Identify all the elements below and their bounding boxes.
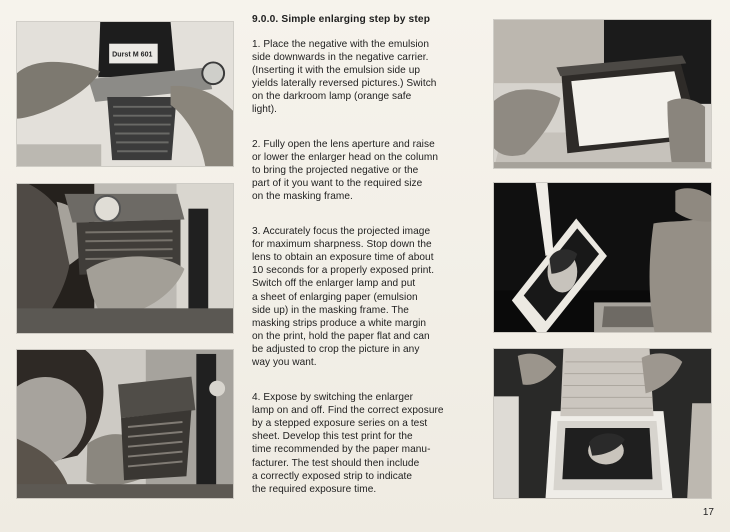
step-line: side up) in the masking frame. The: [252, 304, 409, 316]
step-3: [252, 225, 480, 369]
step-line: 3. Accurately focus the projected image: [252, 226, 431, 238]
photo-inserting-negative-carrier-image: [17, 22, 233, 166]
step-line: Switch off the enlarger lamp and put: [252, 278, 416, 290]
step-line: side downwards in the negative carrier.: [252, 52, 429, 64]
photo-masking-frame: [493, 19, 712, 169]
step-line: (Inserting it with the emulsion side up: [252, 65, 421, 77]
step-line: or lower the enlarger head on the column: [252, 151, 439, 163]
photo-developing-test-print-image: [494, 349, 711, 498]
step-line: a sheet of enlarging paper (emulsion: [252, 291, 418, 303]
photo-placing-enlarging-paper-image: [494, 183, 711, 332]
step-line: for maximum sharpness. Stop down the: [252, 239, 432, 251]
step-line: part of it you want to the required size: [252, 177, 423, 189]
step-line: on the masking frame.: [252, 190, 353, 202]
step-line: the required exposure time.: [252, 483, 377, 495]
photo-exposing-test-print: [16, 349, 234, 499]
page-number: 17: [702, 507, 714, 518]
photo-exposing-test-print-image: [17, 350, 233, 498]
instructions-column: [252, 14, 480, 518]
step-line: 1. Place the negative with the emulsion: [252, 39, 430, 50]
step-line: yields laterally reversed pictures.) Switch: [252, 78, 437, 90]
step-line: to bring the projected negative or the: [252, 164, 419, 176]
step-line: 10 seconds for a properly exposed print.: [252, 265, 435, 277]
step-2: [252, 138, 480, 203]
step-line: on the print, hold the paper flat and can: [252, 330, 430, 342]
step-line: way you want.: [252, 356, 317, 368]
step-line: lamp on and off. Find the correct exposure: [252, 405, 444, 417]
step-line: lens to obtain an exposure time of about: [252, 252, 434, 264]
step-4: [252, 391, 480, 496]
step-line: on the darkroom lamp (orange safe: [252, 91, 412, 103]
step-line: be adjusted to crop the picture in any: [252, 343, 420, 355]
enlarger-label: Durst M 601: [112, 50, 153, 59]
step-line: masking strips produce a white margin: [252, 317, 427, 329]
photo-masking-frame-image: [494, 20, 711, 168]
photo-adjusting-enlarger-head: [16, 183, 234, 334]
step-line: sheet. Develop this test print for the: [252, 431, 413, 443]
step-line: facturer. The test should then include: [252, 457, 420, 469]
photo-placing-enlarging-paper: [493, 182, 712, 333]
step-line: 2. Fully open the lens aperture and raise: [252, 138, 435, 150]
section-title: 9.0.0. Simple enlarging step by step: [252, 14, 431, 25]
step-line: time recommended by the paper manu-: [252, 444, 431, 456]
step-line: light).: [252, 104, 278, 116]
photo-adjusting-enlarger-head-image: [17, 184, 233, 333]
step-1: [252, 38, 480, 117]
step-line: by a stepped exposure series on a test: [252, 418, 428, 430]
photo-inserting-negative-carrier: [16, 21, 234, 167]
step-line: a correctly exposed strip to indicate: [252, 470, 413, 482]
photo-developing-test-print: [493, 348, 712, 499]
step-line: 4. Expose by switching the enlarger: [252, 392, 414, 404]
